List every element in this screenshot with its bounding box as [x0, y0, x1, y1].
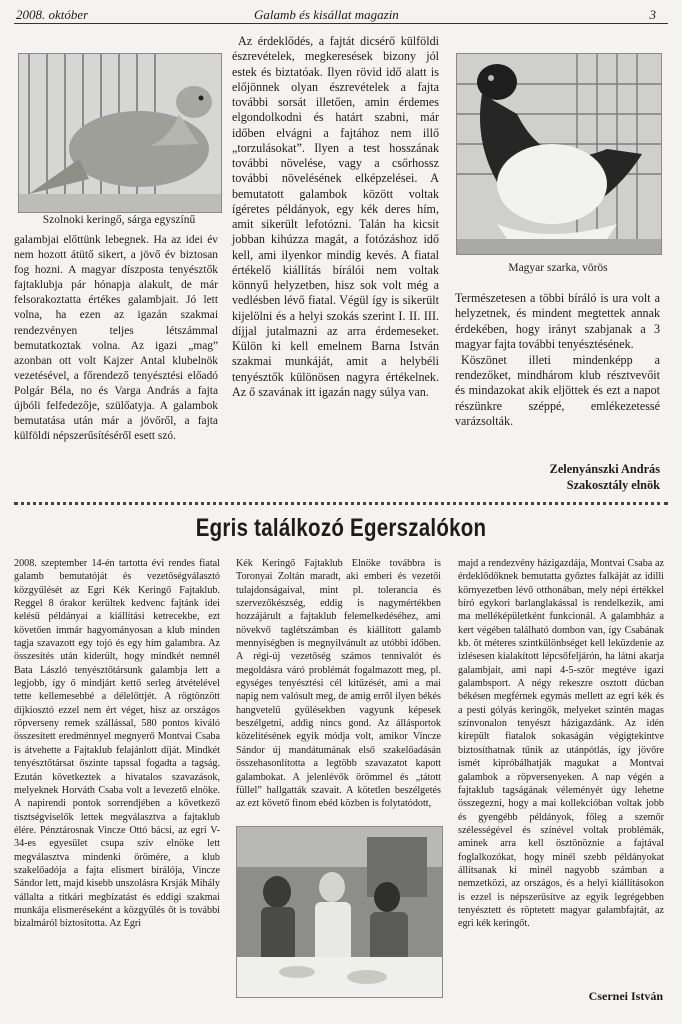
dotted-divider — [14, 502, 668, 505]
article2-title: Egris találkozó Egerszalókon — [195, 514, 487, 542]
article1-col1-text: galambjai előttünk lebegnek. Ha az idei év nem hozott átütő sikert, a jövő év biztosan fog hozni. A magyar díszposta tenyésztők fajtaklubja pár hónapja alakult, de már felsorakoztatta értékes galambjait. Jó lett volna, ha ezen az igazán szakmai rendezvényen teljes létszámmal bemutatkoztak volna. Az igazi „mag” azonban ott volt Kajzer Antal klubelnök vezetésével, a főrendező tenyésztési előadó Polgár Béla, no és Varga András a fajta újbóli felfedezője, szülőatyja. A galambok bemutatása után már a jövőről, a fajta külföldi népszerűsítéséről esett szó. — [14, 234, 218, 443]
article1-col3-text-a: Természetesen a többi bíráló is ura volt a helyzetnek, és mindent megtettek annak érdekében, hogy irányt szabjanak a 3 magyar fajta további tenyésztésének. — [455, 291, 660, 352]
article2-column-2: Kék Keringő Fajtaklub Elnöke továbbra is Toronyai Zoltán maradt, aki emberi és vezetői tulajdonságaival, mint pl. tolerancia és szervezőkészség, eddig is nagymértékben hozzájárult a fajtaklub felemelkedéséhez, ami növekvő taglétszámban és kiállított galamb mennyiségben is megnyilvánult az utóbbi időben. A régi-új vezetőség számos tennivalót és megoldásra váró problémát fogalmazott meg, pl. egységes tenyésztési cél kitűzését, ami a mai napig nem valósult meg, de amig errõl ilyen békés hangvetelű gyűlésekben vagyunk képesek beszélgetni, addig nincs gond. Az állásportok közelítésének egyik módja volt, amikor Vincze Sándor új mandátumának első szakelőadásán összehasonlította a legtöbb szavazatot kapott galambokat. A jelenlévők örömmel és „tátott füllel” hallgatták szavait. A kötetlen beszélgetés az ezt követő finom ebéd közben is folytatódott, — [236, 558, 441, 810]
article1-col2-text: Az érdeklődés, a fajtát dicsérő külföldi észrevételek, megkeresések bizony jól estek és biztatóak. Ilyen rövid idő alatt is előjönnek olyan észrevételek a fajta további sorsát illetően, amin érdemes elgondolkodni és határt szabni, már időben elvágni a fajtához nem illő „torzulásokat”. Ilyen a test hosszának további növelése, vagy a csőrhossz további növelésének elképzelései. A bemutatott galambok között voltak ígéretes példányok, egy kék deres hím, amit sikerült lefotózni. Talán ha kicsit jobban kihúzza magát, a fotózáshoz idő kell, ami ilyenkor mindig kevés. A fiatal értékelő kiállítás bírálói nem voltak könnyű helyzetben, hisz sok volt még a vedlésben lévő fiatal. Végül így is sikerült kijelölni és a helyi szokás szerint I. II. III. díjjal jutalmazni az arra érdemeseket. Külön ki kell emelnem Barna István szakmai munkáját, amit a helybéli tenyésztők különösen nagyra értékelnek. Az ő szavának itt igazán nagy súlya van. — [232, 34, 439, 399]
magazine-title: Galamb és kisállat magazin — [254, 7, 399, 22]
photo-caption-right: Magyar szarka, vörös — [508, 262, 608, 274]
article2-column-3: majd a rendezvény házigazdája, Montvai Csaba az érdeklődőknek bemutatta győztes falkáját az idilli környezetben lévő otthonában, mely népi értékkel bíró egykori barlanglakással is rendelkezik, ami ma melléképületként funkcionál. A galambház a kert végében található dombon van, így Csabának kb. öt méteres szintkülönbséget kell leküzdenie az izlésesen kialakított lépcsőfeljárón, ha látni akarja galambjait, ami napi 4-5-ször megtéve igazi galambsport. A négy rekeszre osztott dúcban békésen megférnek egymás mellett az egri kék és a pesti gólyás keringők, melyeket szintén magas színvonalon tenyészt házigazdánk. Az idén kirepült fiatalok sokaságán végigtekintve biztosíthatnak tűnik az utánpótlás, így jövőre ismét kipróbálhatják magukat a Montvai galambok a röpversenyeken. A nap végén a fajtaklub tagságának véleményét úgy lehetne összegezni, hogy a mai kollekcióban voltak jobb és gyengébb példányok, főleg a szemőr szélességével és színével voltak problémák, aminek arra kell ösztönöznie a fajtával foglalkozókat, hogy minél szebb példányokat állítsanak ki minél nagyobb számban a nemzetközi, az országos, és a helyi kiállításokon is ezzel is népszerűsítve az egyik legrégebben tenyésztett és röptetett magyar galambfajtát, az egri kék keringőt. — [458, 558, 664, 930]
signature-name: Zelenyánszki András — [549, 462, 660, 476]
article2-signature: Csernei István — [588, 989, 663, 1003]
article1-column-2 — [232, 34, 439, 400]
magpie-pigeon-photo — [456, 53, 662, 255]
page-header — [14, 7, 668, 24]
pigeon-photo — [18, 53, 222, 213]
issue-date: 2008. október — [16, 7, 89, 22]
photo-caption-left: Szolnoki keringő, sárga egyszínű — [42, 214, 196, 226]
article1-column-1 — [14, 233, 218, 444]
article2-column-1: 2008. szeptember 14-én tartotta évi rendes fiatal galamb bemutatóját és vezetőségválasztó közgyűlését az Egri Kék Keringő Fajtaklub. Reggel 8 órakor kerültek kedvenc fajtánk idei kelésű példányai a kiállítási ketrecekbe, ezt követően immár hagyományosan a klub minden tagja szavazott egy tojó és egy hím galambra. Az összesítés után kiderült, hogy mindkét nemnél Bata László tenyésztőtársunk galambja lett a legjobb, így ő mindjárt kettő serleg átvételével tette kellemesebbé a délelőttjét. A rögtönzött díjkiosztó ezzel nem ért véget, hisz az országos röpverseny remek szállással, 580 pontos kiváló összesített eredménnyel megnyerő Montvai Csaba is átvehette a Fajtaklub felajánlott díját. Mindkét tenyésztőtársat őszinte tapssal fogadta a tagság. Ezután következtek a hivatalos szavazások, melyeknek Horváth Csaba volt a levezető elnöke. A napirendi pontok sorrendjében a következő tisztségviselők lettek megválasztva a fajtaklub élére. Pénztárosnak Vincze Ottó bácsi, az egri V-34-es egyesület csupa szív elnöke lett megválasztva mindenki örömére, a klub szakelőadója a fajta elismert bírálója, Vincze Sándor lett, majd kisebb unszolásra Krsják Mihály vállalta a titkári megbízatást és eddigi szakmai munkája elismeréseként a közgyűlés őt is további bizalmáról biztosította. Az Egri — [14, 558, 220, 930]
article1-column-3 — [455, 291, 660, 430]
article1-col3-text-b: Köszönet illeti mindenképp a rendezőket, mindhárom klub résztvevőit és mindazokat akik eljöttek és ezt a napot részünkre széppé, emlékezetessé varázsolták. — [455, 352, 660, 429]
signature-role: Szakosztály elnök — [566, 478, 660, 492]
page-number: 3 — [649, 7, 656, 22]
meeting-photo — [236, 826, 443, 998]
